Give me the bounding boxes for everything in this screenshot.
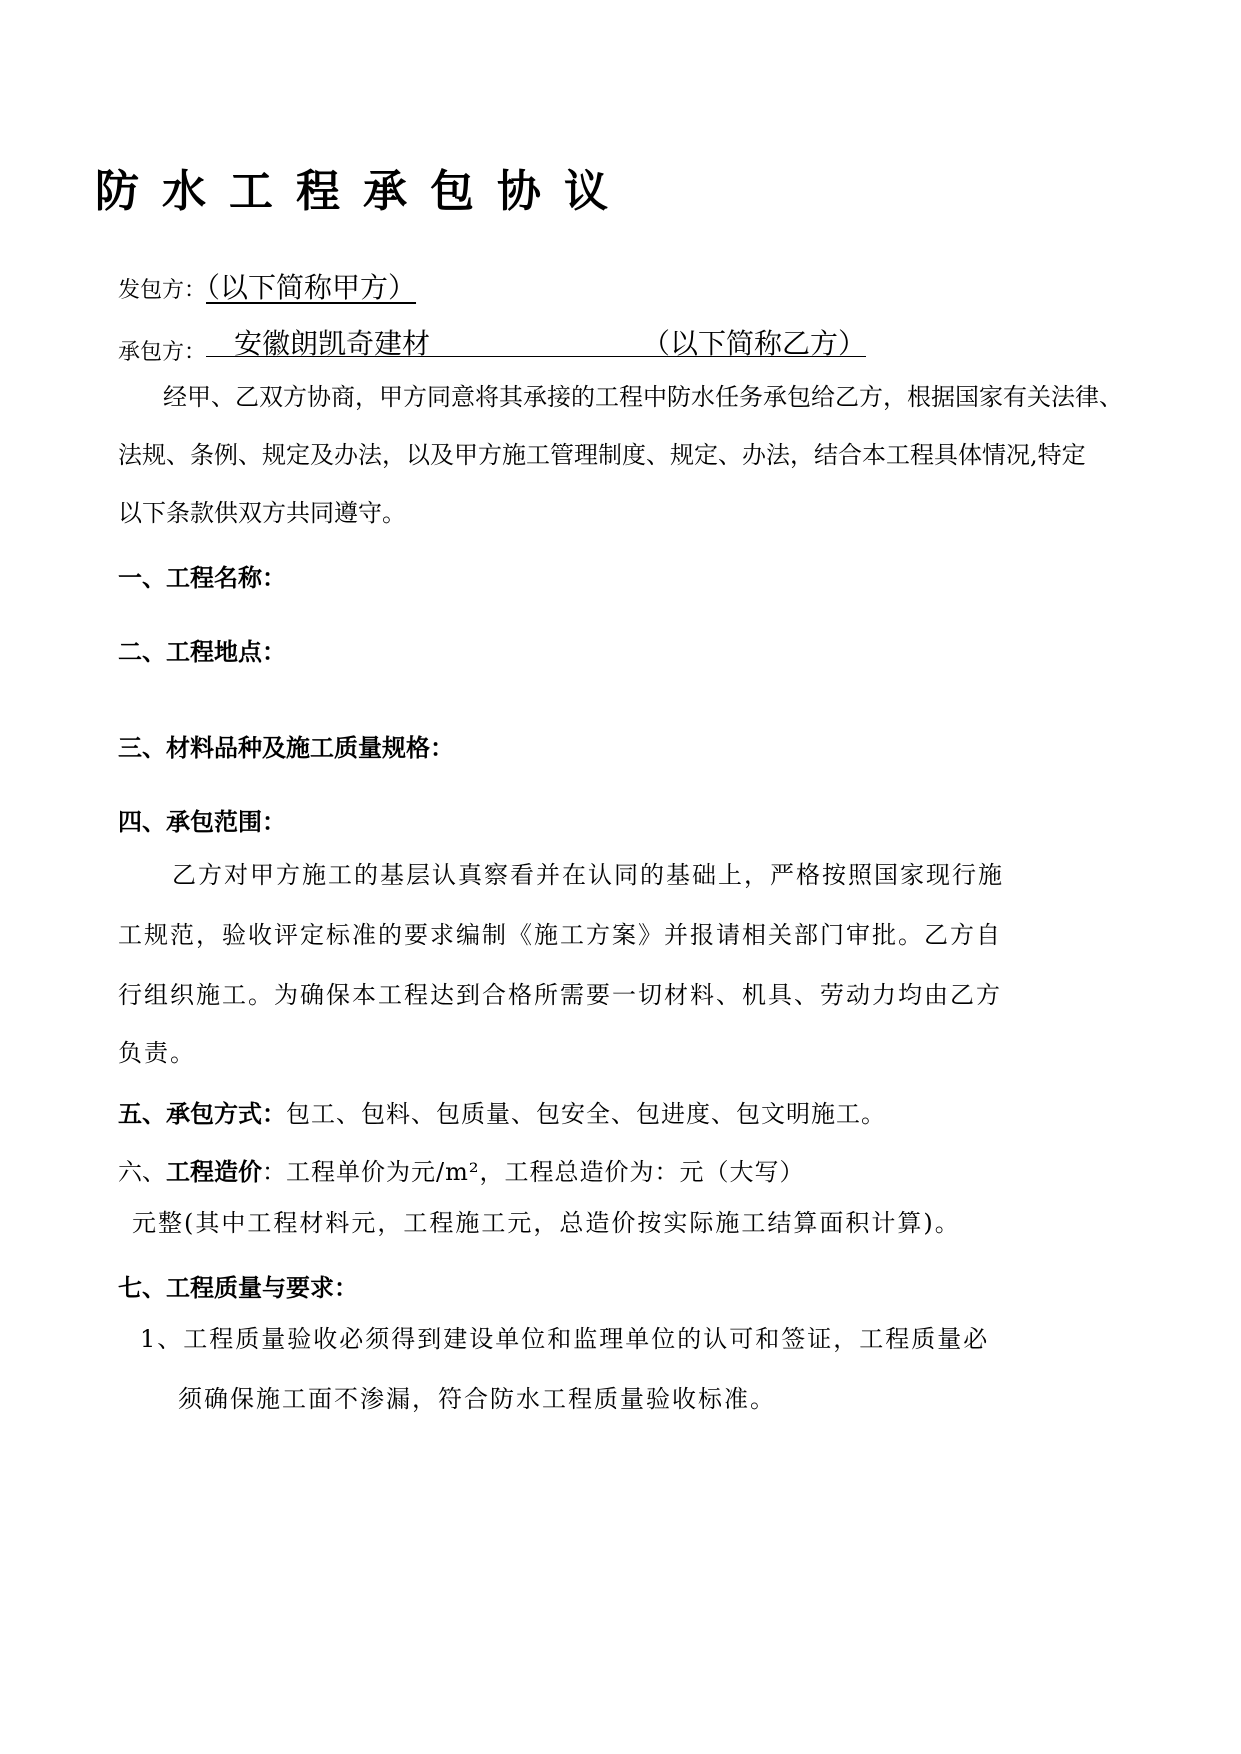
intro-line-1: 经甲、乙双方协商，甲方同意将其承接的工程中防水任务承包给乙方，根据国家有关法律、: [163, 383, 1123, 411]
title-char: 协: [497, 166, 541, 217]
section-6-prefix: 六、: [118, 1158, 166, 1186]
scope-line-4: 负责。: [118, 1039, 196, 1067]
party-a-value: （以下简称甲方）: [206, 271, 417, 304]
party-b-label: 承包方：: [118, 340, 207, 365]
party-b-suffix: （以下简称乙方）: [642, 327, 867, 360]
section-3-heading: 三、材料品种及施工质量规格：: [118, 734, 454, 762]
title-char: 包: [430, 166, 474, 217]
section-6-line: [118, 1152, 804, 1187]
party-a-label: 发包方：: [118, 278, 207, 303]
title-char: 水: [162, 166, 206, 217]
section-2-heading: 二、工程地点：: [118, 638, 286, 666]
document-title: [95, 155, 631, 219]
section-6-colon: ：: [262, 1158, 286, 1186]
intro-line-3: 以下条款供双方共同遵守。: [118, 499, 406, 527]
section-4-heading: 四、承包范围：: [118, 808, 286, 836]
scope-line-2: 工规范，验收评定标准的要求编制《施工方案》并报请相关部门审批。乙方自: [118, 921, 1002, 949]
item-1-line-1: 1、工程质量验收必须得到建设单位和监理单位的认可和签证，工程质量必: [140, 1325, 990, 1353]
party-b-underline: [206, 322, 867, 360]
title-char: 议: [564, 166, 608, 217]
section-5-heading: 五、承包方式：: [118, 1100, 286, 1128]
party-a-line: [118, 266, 416, 306]
item-1-line-2: 须确保施工面不渗漏，符合防水工程质量验收标准。: [178, 1385, 776, 1413]
section-6-heading: 工程造价: [166, 1158, 262, 1186]
scope-line-1: 乙方对甲方施工的基层认真察看并在认同的基础上，严格按照国家现行施: [172, 861, 1004, 889]
party-b-name: 安徽朗凯奇建材: [234, 327, 431, 360]
section-5-text: 包工、包料、包质量、包安全、包进度、包文明施工。: [286, 1100, 886, 1128]
section-1-heading: 一、工程名称：: [118, 564, 286, 592]
title-char: 工: [229, 166, 273, 217]
scope-line-3: 行组织施工。为确保本工程达到合格所需要一切材料、机具、劳动力均由乙方: [118, 981, 1002, 1009]
section-6-line-2: 元整(其中工程材料元，工程施工元，总造价按实际施工结算面积计算)。: [132, 1209, 961, 1237]
title-char: 承: [363, 166, 407, 217]
title-char: 防: [95, 166, 139, 217]
section-5-line: [118, 1094, 886, 1129]
title-char: 程: [296, 166, 340, 217]
section-7-heading: 七、工程质量与要求：: [118, 1274, 358, 1302]
party-b-line: [118, 324, 866, 366]
intro-line-2: 法规、条例、规定及办法，以及甲方施工管理制度、规定、办法，结合本工程具体情况,特定: [118, 441, 1086, 469]
section-6-text: 工程单价为元/m²，工程总造价为：元（大写）: [286, 1158, 805, 1186]
